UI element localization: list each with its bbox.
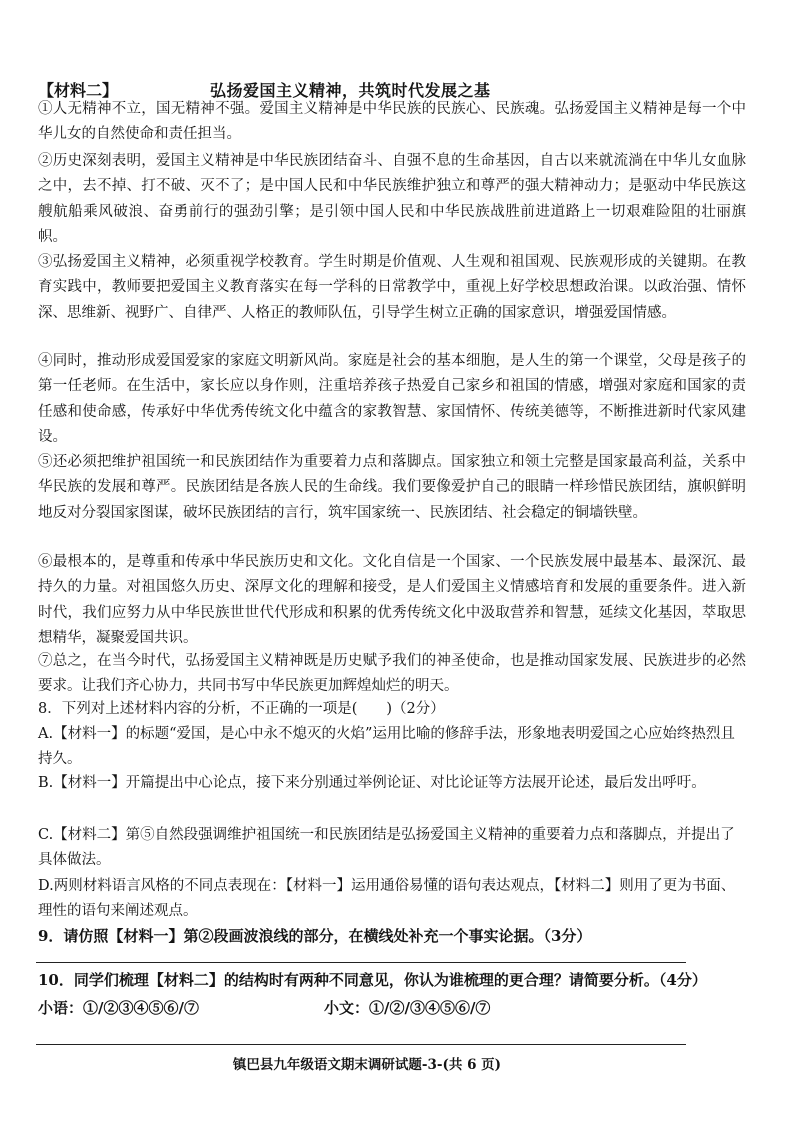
footer-divider	[36, 1044, 686, 1045]
footer-text: 镇巴县九年级语文期末调研试题-3-(共 6 页)	[232, 1057, 502, 1073]
structure-opinions	[38, 997, 738, 1019]
question-10: 10．同学们梳理【材料二】的结构时有两种不同意见，你认为谁梳理的更合理？请简要分析。（4分）	[38, 971, 707, 989]
material-2-title: 弘扬爱国主义精神，共筑时代发展之基	[210, 81, 491, 100]
paragraph-2: ②历史深刻表明，爱国主义精神是中华民族团结奋斗、自强不息的生命基因，自古以来就流淌在中华儿女血脉之中，去不掉、打不破、灭不了；是中国人民和中华民族维护独立和尊严的强大精神动力；是驱动中华民族这艘航船乘风破浪、奋勇前行的强劲引擎；是引领中国人民和中华民族战胜前进道路上一切艰难险阻的壮丽旗帜。	[38, 153, 746, 246]
paragraph-7: ⑦总之，在当今时代，弘扬爱国主义精神既是历史赋予我们的神圣使命，也是推动国家发展、民族进步的必然要求。让我们齐心协力，共同书写中华民族更加辉煌灿烂的明天。	[38, 653, 746, 695]
question-8-option-d: D.两则材料语言风格的不同点表现在：【材料一】运用通俗易懂的语句表达观点，【材料二】则用了更为书面、理性的语句来阐述观点。	[38, 878, 736, 919]
page-footer	[0, 1053, 794, 1073]
answer-line	[36, 962, 686, 963]
paragraph-3: ③弘扬爱国主义精神，必须重视学校教育。学生时期是价值观、人生观和祖国观、民族观形成的关键期。在教育实践中，教师要把爱国主义教育落实在每一学科的日常教学中，重视上好学校思想政治课。以政治强、情怀深、思维新、视野广、自律严、人格正的教师队伍，引导学生树立正确的国家意识，增强爱国情感。	[38, 254, 746, 321]
paragraph-4: ④同时，推动形成爱国爱家的家庭文明新风尚。家庭是社会的基本细胞，是人生的第一个课堂，父母是孩子的第一任老师。在生活中，家长应以身作则，注重培养孩子热爱自己家乡和祖国的情感，增强对家庭和国家的责任感和使命感，传承好中华优秀传统文化中蕴含的家教智慧、家国情怀、传统美德等，不断推进新时代家风建设。	[38, 353, 746, 446]
paragraph-6: ⑥最根本的，是尊重和传承中华民族历史和文化。文化自信是一个国家、一个民族发展中最基本、最深沉、最持久的力量。对祖国悠久历史、深厚文化的理解和接受，是人们爱国主义情感培育和发展的重要条件。进入新时代，我们应努力从中华民族世世代代形成和积累的优秀传统文化中汲取营养和智慧，延续文化基因，萃取思想精华，凝聚爱国共识。	[38, 554, 746, 647]
question-8-option-b: B.【材料一】开篇提出中心论点，接下来分别通过举例论证、对比论证等方法展开论述，最后发出呼吁。	[38, 775, 706, 791]
question-8-option-a: A.【材料一】的标题“爱国，是心中永不熄灭的火焰”运用比喻的修辞手法，形象地表明爱国之心应始终热烈且持久。	[38, 726, 735, 767]
xiaoyu-opinion: 小语：①/②③④⑤⑥/⑦	[38, 999, 199, 1017]
xiaowen-opinion: 小文：①/②/③④⑤⑥/⑦	[324, 999, 491, 1017]
material-2-tag: 【材料二】	[38, 81, 119, 100]
question-8-stem: 8．下列对上述材料内容的分析，不正确的一项是( )（2分）	[38, 701, 445, 717]
question-9: 9．请仿照【材料一】第②段画波浪线的部分，在横线处补充一个事实论据。（3分）	[38, 927, 592, 945]
paragraph-5: ⑤还必须把维护祖国统一和民族团结作为重要着力点和落脚点。国家独立和领土完整是国家最高利益，关系中华民族的发展和尊严。民族团结是各族人民的生命线。我们要像爱护自己的眼睛一样珍惜民族团结，旗帜鲜明地反对分裂国家图谋，破坏民族团结的言行，筑牢国家统一、民族团结、社会稳定的铜墙铁壁。	[38, 454, 746, 521]
question-8-option-c: C.【材料二】第⑤自然段强调维护祖国统一和民族团结是弘扬爱国主义精神的重要着力点和落脚点，并提出了具体做法。	[38, 827, 735, 868]
paragraph-1: ①人无精神不立，国无精神不强。爱国主义精神是中华民族的民族心、民族魂。弘扬爱国主义精神是每一个中华儿女的自然使命和责任担当。	[38, 101, 746, 143]
